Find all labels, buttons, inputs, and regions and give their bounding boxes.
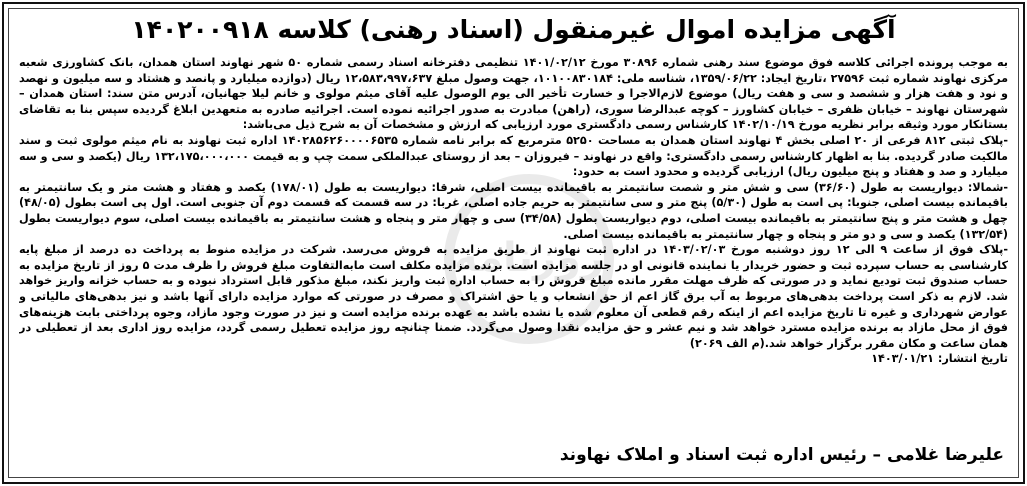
- notice-body: [19, 55, 1008, 447]
- notice-inner-border: [8, 8, 1019, 478]
- paragraph-intro: به موجب پرونده اجرائی کلاسه فوق موضوع سند رهنی شماره ۳۰۸۹۶ مورخ ۱۴۰۱/۰۲/۱۲ تنظیمی دفترخانه اسناد رسمی شماره ۵۰ شهر نهاوند استان همدان، بانک کشاورزی شعبه مرکزی نهاوند شماره ثبت ۲۷۵۹۶ ،تاریخ ایجاد: ۱۳۵۹/۰۶/۲۲، شناسه ملی: ۱۰۱۰۰۸۳۰۱۸۴، جهت وصول مبلغ ۱۲،۵۸۳،۹۹۷،۶۳۷ ریال (دوازده میلیارد و پانصد و هشتاد و سه میلیون و نهصد و نود و هفت هزار و ششصد و سی و هفت ریال) موضوع لازم‌الاجرا و خسارت تأخیر الی یوم الوصول علیه آقای میثم مولوی و خانم لیلا جهانیان، آدرس متن سند: استان همدان – شهرستان نهاوند – خیابان ظفری – خیابان کشاورز – کوچه عبدالرضا سوری، (راهن) مبادرت به صدور اجرائیه نموده است. اجرائیه صادره به متعهدین ابلاغ گردیده سپس بنا به تقاضای بستانکار مورد وثیقه برابر نظریه مورخ ۱۴۰۲/۱۰/۱۹ کارشناس رسمی دادگستری مورد ارزیابی که ارزش و مشخصات آن به شرح ذیل می‌باشد:: [19, 56, 1008, 132]
- notice-title: آگهی مزایده اموال غیرمنقول (اسناد رهنی) کلاسه ۱۴۰۲۰۰۹۱۸: [131, 15, 896, 44]
- paragraph-boundaries: -شمالا: دیواریست به طول (۳۶/۶۰) سی و شش متر و شصت سانتیمتر به باقیمانده بیست اصلی، شرقا: دیواریست به طول (۱۷۸/۰۱) یکصد و هفتاد و هشت متر و یک سانتیمتر به باقیمانده بیست اصلی، جنوبا: پی است به طول (۵/۳۰) پنج متر و سی سانتیمتر به حریم جاده اصلی، غربا: در سه قسمت که قسمت دوم آن جنوبی است. اول پی است بطول (۴۸/۰۵) چهل و هشت متر و پنج سانتیمتر به باقیمانده بیست اصلی، دوم دیواریست بطول (۳۴/۵۸) سی و چهار متر و پنجاه و هشت سانتیمتر به باقیمانده بیست اصلی، سوم دیواریست بطول (۱۳۲/۵۴) یکصد و سی و دو متر و پنجاه و چهار سانتیمتر به باقیمانده بیست اصلی.: [19, 180, 1008, 241]
- paragraph-property: -پلاک ثبتی ۸۱۲ فرعی از ۲۰ اصلی بخش ۴ نهاوند استان همدان به مساحت ۵۲۵۰ مترمربع که برابر نامه شماره ۱۴۰۲۸۵۶۲۶۰۰۰۰۶۵۳۵ اداره ثبت نهاوند به نام میثم مولوی ثبت و سند مالکیت صادر گردیده. بنا به اظهار کارشناس رسمی دادگستری: واقع در نهاوند – فیروزان – بعد از روستای عبدالملکی سمت چپ و به قیمت ۱۳۲،۱۷۵،۰۰۰،۰۰۰ ریال (یکصد و سی و سه میلیارد و صد و هفتاد و پنج میلیون ریال) ارزیابی گردیده و محدود است به حدود:: [19, 133, 1008, 179]
- watermark-text: روزنامه: [454, 235, 604, 281]
- title-row: [9, 15, 1018, 49]
- signature: علیرضا غلامی – رئیس اداره ثبت اسناد و املاک نهاوند: [559, 445, 1004, 465]
- notice-frame: [2, 2, 1025, 484]
- publish-date: تاریخ انتشار: ۱۴۰۳/۰۱/۲۱: [871, 352, 1008, 366]
- paragraph-auction-terms: -پلاک فوق از ساعت ۹ الی ۱۲ روز دوشنبه مورخ ۱۴۰۳/۰۲/۰۳ در اداره ثبت نهاوند از طریق مزایده به فروش می‌رسد. شرکت در مزایده منوط به پرداخت ده درصد از مبلغ پایه کارشناسی به حساب سپرده ثبت و حضور خریدار یا نماینده قانونی او در جلسه مزایده است. برنده مزایده مکلف است مابه‌التفاوت مبلغ فروش را ظرف مدت ۵ روز از تاریخ مزایده به حساب صندوق ثبت تودیع نماید و در صورتی که ظرف مهلت مقرر مانده مبلغ فروش را به حساب اداره ثبت واریز نکند، مبلغ مذکور قابل استرداد نبوده و به حساب خزانه واریز خواهد شد. لازم به ذکر است پرداخت بدهی‌های مربوط به آب برق گاز اعم از حق انشعاب و یا حق اشتراک و مصرف در صورتی که موارد مزایده دارای آنها باشد و نیز بدهی‌های مالیاتی و عوارض شهرداری و غیره تا تاریخ مزایده اعم از اینکه رقم قطعی آن معلوم شده یا نشده باشد به عهده برنده مزایده است و نیز در صورت وجود مازاد، وجوه پرداختی بابت هزینه‌های فوق از محل مازاد به برنده مزایده مسترد خواهد شد و نیم عشر و حق مزایده نقدا وصول می‌گردد. ضمنا چنانچه روز مزایده تعطیل رسمی گردد، مزایده روز اداری بعد از تعطیلی در همان ساعت و مکان مقرر برگزار خواهد شد.(م الف ۲۰۶۹): [19, 243, 1008, 350]
